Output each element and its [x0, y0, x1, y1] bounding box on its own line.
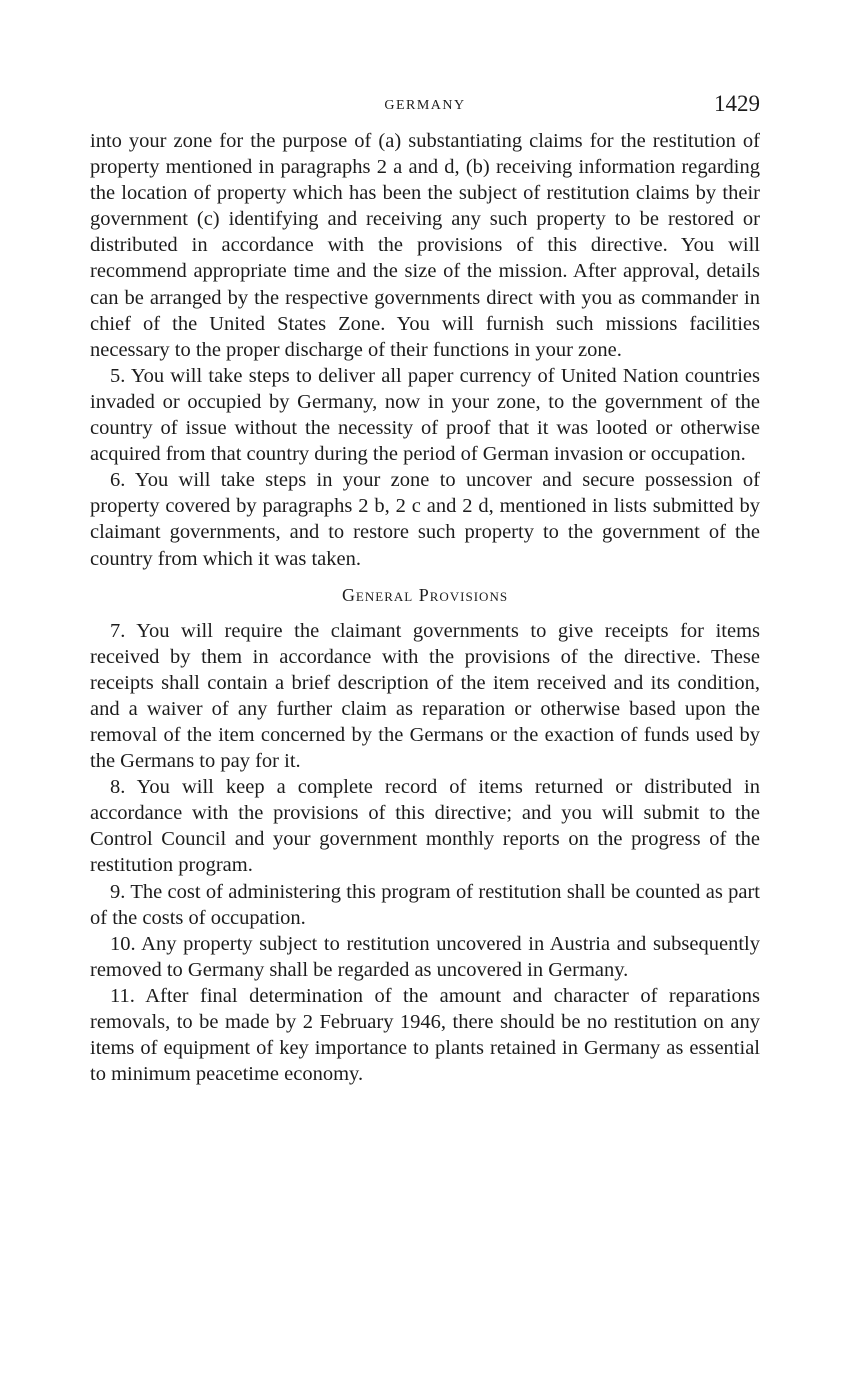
- paragraph-5: 5. You will take steps to deliver all paper currency of United Nation countries invaded or occupied by Germany, now in your zone, to the government of the country of issue without the necessity of proof that it was looted or otherwise acquired from that country during the period of German invasion or occupation.: [90, 364, 760, 466]
- paragraph-9: 9. The cost of administering this program of restitution shall be counted as part of the costs of occupation.: [90, 880, 760, 929]
- paragraph-6: 6. You will take steps in your zone to uncover and secure possession of property covered by paragraphs 2 b, 2 c and 2 d, mentioned in lists submitted by claimant governments, and to restore such property to the government of the country from which it was taken.: [90, 469, 760, 570]
- paragraph-8: 8. You will keep a complete record of items returned or distributed in accordance with the provisions of this directive; and you will submit to the Control Council and your government monthly reports on the progress of the restitution program.: [90, 776, 760, 877]
- paragraph-7: 7. You will require the claimant governments to give receipts for items received by them in accordance with the provisions of the directive. These receipts shall contain a brief description of the item received and its condition, and a waiver of any further claim as reparation or otherwise based upon the removal of the item concerned by the Germans or the exaction of funds used by the Germans to pay for it.: [90, 619, 760, 773]
- section-heading-general-provisions: General Provisions: [341, 584, 509, 605]
- paragraph-10: 10. Any property subject to restitution uncovered in Austria and subsequently removed to Germany shall be regarded as uncovered in Germany.: [90, 932, 760, 981]
- running-title: GERMANY: [384, 98, 466, 113]
- running-head: [90, 88, 760, 128]
- page-number: 1429: [714, 91, 760, 116]
- paragraph-continuation: into your zone for the purpose of (a) substantiating claims for the restitution of property mentioned in paragraphs 2 a and d, (b) receiving information regarding the location of property which has been the subject of restitution claims by their government (c) identifying and receiving any such property to be restored or distributed in accordance with the provisions of this directive. You will recommend appropriate time and the size of the mission. After approval, details can be arranged by the respective governments direct with you as commander in chief of the United States Zone. You will furnish such missions facilities necessary to the proper discharge of their functions in your zone.: [90, 130, 760, 361]
- document-page: [90, 88, 760, 1087]
- paragraph-11: 11. After final determination of the amount and character of reparations removals, to be made by 2 February 1946, there should be no restitution on any items of equipment of key importance to plants retained in Germany as essential to minimum peacetime economy.: [90, 984, 760, 1086]
